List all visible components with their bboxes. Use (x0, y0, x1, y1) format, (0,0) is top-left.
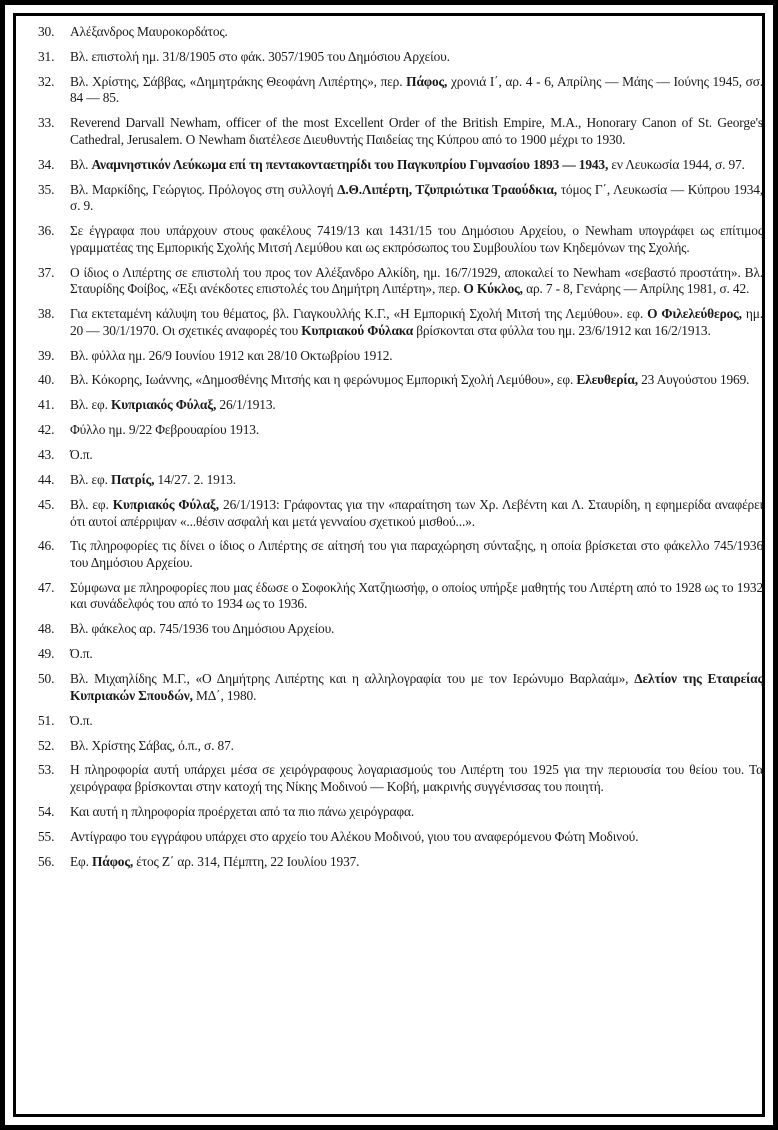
endnote-text (70, 804, 763, 821)
endnote-text-run: Βλ. Μαρκίδης, Γεώργιος. Πρόλογος στη συλλογή (70, 181, 338, 197)
endnote-text (70, 762, 763, 795)
endnote-text-run: χρονιά Ι΄, αρ. 4 - 6, Απρίλης — Μάης — Ιούνης 1945, σσ. 84 — 85. (70, 73, 763, 106)
endnote-text (70, 372, 763, 389)
endnote-text-run: Η πληροφορία αυτή υπάρχει μέσα σε χειρόγραφους λογαριασμούς του Λιπέρτη του 1925 για την περιουσία του θείου του. Τα χειρόγραφα βρίσκονται στην κατοχή της Νίκης Μοδινού — Κοβή, μακρινής συγγένισσας του ποιητή. (70, 762, 763, 795)
endnote-number: 34. (38, 156, 55, 172)
endnote-item (38, 671, 763, 704)
endnote-text-run: Βλ. Χρίστης, Σάββας, «Δημητράκης Θεοφάνη Λιπέρτης», περ. (70, 73, 407, 89)
endnote-item (38, 422, 763, 439)
endnote-item (38, 49, 763, 66)
endnote-item (38, 621, 763, 638)
endnote-text-run: Reverend Darvall Newham, officer of the most Excellent Order of the British Empire, M.A., Honorary Canon of St. George's Cathedral, Jerusalem. Ο Newham διατέλεσε Διευθυντής Παιδείας της Κύπρου από το 1900 μέχρι το 1930. (70, 115, 763, 147)
endnote-bold-title: Ο Φιλελεύθερος, (647, 306, 742, 322)
endnote-text-run: Βλ. επιστολή ημ. 31/8/1905 στο φάκ. 3057/1905 του Δημόσιου Αρχείου. (70, 48, 450, 64)
endnote-text-run: 23 Αυγούστου 1969. (637, 372, 750, 388)
endnote-text (70, 497, 763, 530)
endnote-text (70, 24, 763, 41)
endnote-number: 46. (38, 538, 55, 554)
endnote-text-run: Σε έγγραφα που υπάρχουν στους φακέλους 7419/13 και 1431/15 του Δημόσιου Αρχείου, ο Newham υπογράφει ως επίτιμος γραμματέας της Εμπορικής Σχολής Μιτσή Λεμύθου και ως εκπρόσωπος του Συμβουλίου των Κηδεμόνων της Σχολής. (70, 223, 763, 255)
endnote-bold-title: Ελευθερία, (576, 372, 638, 388)
endnote-text-run: Ό.π. (70, 447, 93, 463)
endnote-text-run: Βλ. φύλλα ημ. 26/9 Ιουνίου 1912 και 28/10 Οκτωβρίου 1912. (70, 347, 393, 363)
endnote-text (70, 422, 763, 439)
endnote-text-run: 14/27. 2. 1913. (154, 472, 236, 488)
endnote-text (70, 829, 763, 846)
endnote-number: 54. (38, 803, 55, 819)
endnote-text (70, 621, 763, 638)
endnote-text-run: Ό.π. (70, 712, 93, 728)
endnote-text-run: Βλ. Μιχαηλίδης Μ.Γ., «Ο Δημήτρης Λιπέρτης και η αλληλογραφία του με τον Ιερώνυμο Βαρλαάμ», (70, 671, 635, 687)
endnote-number: 56. (38, 853, 55, 869)
endnote-text (70, 49, 763, 66)
endnote-number: 52. (38, 737, 55, 753)
endnotes-list (38, 24, 763, 879)
endnote-text-run: Βλ. φάκελος αρ. 745/1936 του Δημόσιου Αρχείου. (70, 621, 335, 637)
endnote-text-run: ημ. 20 — 30/1/1970. Οι σχετικές αναφορές του (70, 306, 763, 338)
endnote-text (70, 397, 763, 414)
endnote-number: 30. (38, 24, 55, 39)
endnote-text-run: Εφ. (70, 853, 93, 869)
endnote-text (70, 646, 763, 663)
endnote-bold-title: Δελτίον της Εταιρείας Κυπριακών Σπουδών, (70, 671, 764, 703)
endnote-item (38, 115, 763, 148)
endnote-bold-title: Αναμνηστικόν Λεύκωμα επί τη πεντακονταετηρίδι του Παγκυπρίου Γυμνασίου 1893 — 1943, (91, 156, 609, 172)
endnote-bold-title: Ο Κύκλος, (463, 281, 523, 297)
endnote-number: 35. (38, 181, 55, 197)
endnote-item (38, 157, 763, 174)
endnote-number: 44. (38, 472, 55, 488)
endnote-text (70, 472, 763, 489)
endnote-bold-title: Κυπριακός Φύλαξ, (112, 496, 219, 512)
endnote-item (38, 713, 763, 730)
endnote-number: 49. (38, 646, 55, 662)
endnote-text (70, 854, 763, 871)
endnote-number: 38. (38, 306, 55, 322)
endnote-bold-title: Πάφος, (92, 853, 134, 869)
endnote-text-run: 26/1/1913: Γράφοντας για την «παραίτηση των Χρ. Λεβέντη και Λ. Σταυρίδη, η εφημερίδα αναφέρει ότι αυτοί απέρριψαν «...θέσιν ασφαλή και μετά γενναίου σχετικού μισθού...». (70, 496, 763, 529)
endnote-text-run: τόμος Γ΄, Λευκωσία — Κύπρου 1934, σ. 9. (70, 181, 763, 214)
endnote-item (38, 472, 763, 489)
endnote-number: 50. (38, 671, 55, 687)
page-frame-inner (13, 13, 765, 1117)
endnote-number: 40. (38, 372, 55, 388)
endnote-bold-title: Κυπριακού Φύλακα (301, 322, 414, 338)
endnote-number: 45. (38, 496, 55, 512)
endnote-text-run: 26/1/1913. (216, 397, 276, 413)
endnote-text-run: Βλ. Κόκορης, Ιωάννης, «Δημοσθένης Μιτσής και η φερώνυμος Εμπορική Σχολή Λεμύθου», εφ. (70, 372, 577, 388)
endnote-bold-title: Κυπριακός Φύλαξ, (110, 397, 217, 413)
endnote-number: 53. (38, 762, 55, 778)
endnote-item (38, 738, 763, 755)
endnote-item (38, 497, 763, 530)
endnote-text-run: Και αυτή η πληροφορία προέρχεται από τα πιο πάνω χειρόγραφα. (70, 803, 415, 819)
endnote-text (70, 223, 763, 256)
endnote-item (38, 306, 763, 339)
endnote-text (70, 265, 763, 298)
endnote-number: 55. (38, 828, 55, 844)
endnote-text-run: Βλ. Χρίστης Σάβας, ό.π., σ. 87. (70, 737, 234, 753)
endnote-text (70, 157, 763, 174)
endnote-item (38, 646, 763, 663)
endnote-item (38, 580, 763, 613)
endnote-text-run: Ό.π. (70, 646, 93, 662)
endnote-number: 47. (38, 579, 55, 595)
endnote-text-run: Ο ίδιος ο Λιπέρτης σε επιστολή του προς τον Αλέξανδρο Αλκίδη, ημ. 16/7/1929, αποκαλεί το Newham «σεβαστό προστάτη». Βλ. Σταυρίδης Φοίβος, «Έξι ανέκδοτες επιστολές του Δημήτρη Λιπέρτη», περ. (70, 264, 763, 297)
endnote-number: 32. (38, 73, 55, 89)
endnote-text-run: Βλ. εφ. (70, 496, 113, 512)
endnote-text (70, 182, 763, 215)
endnote-text-run: Για εκτεταμένη κάλυψη του θέματος, βλ. Γιαγκουλλής Κ.Γ., «Η Εμπορική Σχολή Μιτσή της Λεμύθου». εφ. (70, 306, 648, 322)
endnote-text (70, 348, 763, 365)
endnote-text (70, 671, 763, 704)
endnote-text-run: εν Λευκωσία 1944, σ. 97. (608, 156, 745, 172)
endnote-item (38, 24, 763, 41)
endnote-item (38, 804, 763, 821)
endnote-text-run: Τις πληροφορίες τις δίνει ο ίδιος ο Λιπέρτης σε αίτησή του για παραχώρηση σύνταξης, η οποία βρίσκεται στο φάκελλο 745/1936 του Δημόσιου Αρχείου. (70, 538, 763, 570)
endnote-text-run: Αλέξανδρος Μαυροκορδάτος. (70, 24, 228, 39)
endnote-bold-title: Πάφος, (406, 73, 448, 89)
endnote-text (70, 74, 763, 107)
endnote-item (38, 854, 763, 871)
endnote-text-run: Αντίγραφο του εγγράφου υπάρχει στο αρχείο του Αλέκου Μοδινού, γιου του αναφερόμενου Φώτη Μοδινού. (70, 828, 639, 844)
endnote-number: 48. (38, 621, 55, 637)
endnote-text (70, 580, 763, 613)
endnote-text-run: Βλ. (70, 156, 92, 172)
endnote-item (38, 265, 763, 298)
endnote-text-run: έτος Ζ΄ αρ. 314, Πέμπτη, 22 Ιουλίου 1937. (133, 853, 360, 869)
endnote-number: 31. (38, 48, 55, 64)
endnote-text-run: αρ. 7 - 8, Γενάρης — Απρίλης 1981, σ. 42. (522, 281, 750, 297)
endnote-text (70, 713, 763, 730)
endnote-item (38, 74, 763, 107)
endnote-item (38, 397, 763, 414)
endnote-item (38, 538, 763, 571)
endnote-text-run: ΜΔ΄, 1980. (192, 687, 257, 703)
endnote-text-run: βρίσκονται στα φύλλα του ημ. 23/6/1912 και 16/2/1913. (413, 322, 711, 338)
endnote-text (70, 738, 763, 755)
endnote-item (38, 223, 763, 256)
endnote-text (70, 538, 763, 571)
endnote-item (38, 447, 763, 464)
endnote-number: 51. (38, 712, 55, 728)
endnote-item (38, 372, 763, 389)
endnote-text (70, 115, 763, 148)
endnote-item (38, 829, 763, 846)
endnote-item (38, 348, 763, 365)
endnote-number: 41. (38, 397, 55, 413)
endnote-number: 39. (38, 347, 55, 363)
endnote-text-run: Φύλλο ημ. 9/22 Φεβρουαρίου 1913. (70, 422, 260, 438)
endnote-text-run: Σύμφωνα με πληροφορίες που μας έδωσε ο Σοφοκλής Χατζηιωσήφ, ο οποίος υπήρξε μαθητής του Λιπέρτη από το 1928 ως το 1932 και συνάδελφός του από το 1934 ως το 1936. (70, 579, 763, 612)
endnote-item (38, 762, 763, 795)
endnote-text-run: Βλ. εφ. (70, 397, 111, 413)
endnote-item (38, 182, 763, 215)
endnote-bold-title: Πατρίς, (110, 472, 155, 488)
endnote-bold-title: Δ.Θ.Λιπέρτη, Τζυπριώτικα Τραούδκια, (337, 181, 557, 197)
endnote-text-run: Βλ. εφ. (70, 472, 111, 488)
endnote-text (70, 447, 763, 464)
endnote-number: 43. (38, 447, 55, 463)
endnote-number: 36. (38, 223, 55, 239)
endnote-number: 33. (38, 115, 55, 131)
endnote-number: 37. (38, 264, 55, 280)
endnote-text (70, 306, 763, 339)
endnote-number: 42. (38, 422, 55, 438)
